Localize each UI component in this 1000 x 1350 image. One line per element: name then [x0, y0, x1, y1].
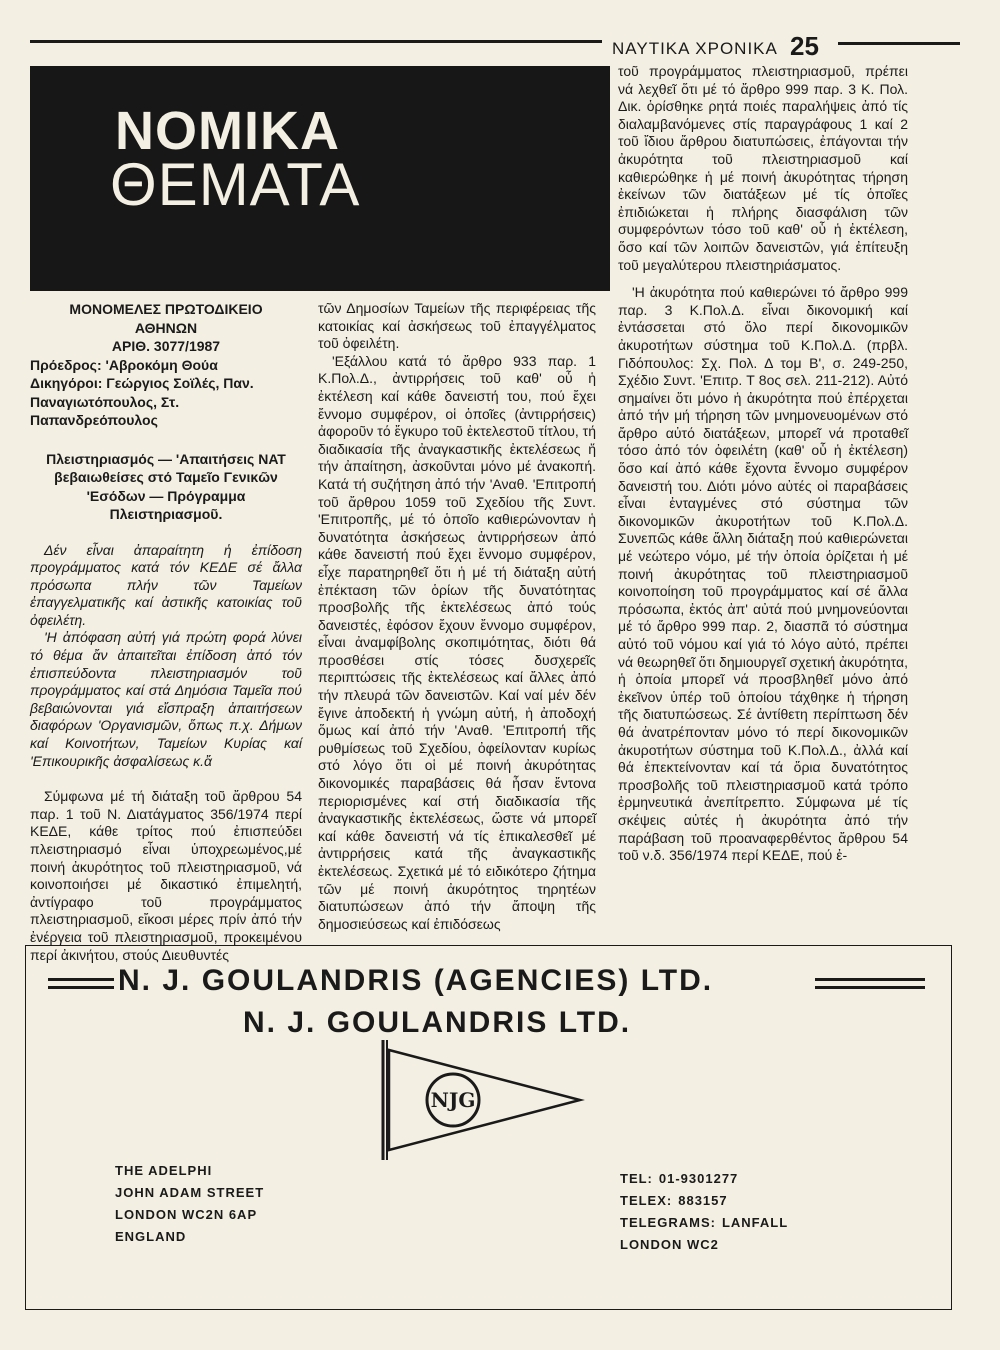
court-president: Πρόεδρος: 'Αβροκόμη Θούα — [30, 356, 218, 373]
article-column-2 — [318, 300, 596, 933]
case-abstract-note: 'Η ἀπόφαση αὐτή γιά πρώτη φορά λύνει τό θέμα ἄν ἀπαιτεῖται ἐπίδοση ἀπό τόν ἐπισπεύδοντα πλειστηριασμόν τοῦ προγράμματος καί στά Δημόσια Ταμεῖα πού βεβαιώνονται γιά εἴσπραξη ἀπαιτήσεων διαφόρων 'Οργανισμῶν, ὅπως π.χ. Δήμων καί Κοινοτήτων, Ταμείων Κυρίας καί 'Επικουρικῆς ἀσφαλίσεως κ.ἄ — [30, 629, 302, 769]
ad-company-name-2: N. J. GOULANDRIS LTD. — [243, 1006, 632, 1039]
article-column-3 — [618, 63, 908, 865]
header-rule-right — [838, 42, 960, 45]
pennant-logo — [375, 1040, 595, 1165]
telex-line: TELEX: 883157 — [620, 1193, 728, 1208]
case-keywords: Πλειστηριασμός — 'Απαιτήσεις ΝΑΤ βεβαιωθείσες στό Ταμεῖο Γενικῶν 'Εσόδων — Πρόγραμμα Πλειστηριασμοῦ. — [46, 450, 286, 522]
ad-address — [115, 1160, 264, 1248]
section-subtitle: ΘΕΜΑΤΑ — [110, 151, 361, 218]
article-paragraph: τοῦ προγράμματος πλειστηριασμοῦ, πρέπει νά λεχθεῖ ὅτι μέ τό ἄρθρο 999 παρ. 3 Κ. Πολ. Δικ. ὁρίσθηκε ρητά ποιές παραλήψεις ἀπό τίς διαλαμβανόμενες στίς παραγράφους 1 καί 2 τοῦ ἴδιου ἄρθρου διατυπώσεις, ἐπάγονται τήν ἀκυρότητα τοῦ πλειστηριασμοῦ καί καθιερώθηκε ἡ μέ ποινή ἀκυρότητας τήρηση ἐκείνων τῶν διατάξεων μέ τίς ὁποῖες ἐπιδιώκεται ἡ πλήρης διασφάλιση τῶν συμφερόντων τόσο τοῦ καθ' οὗ ἡ ἐκτέλεση, ὅσο καί τῶν λοιπῶν δανειστῶν, γιά ἐπίτευξη τοῦ μεγαλύτερου πλειστηριάσματος. — [618, 63, 908, 273]
ad-decoration-line — [815, 986, 925, 989]
address-line: ENGLAND — [115, 1229, 187, 1244]
logo-monogram: NJG — [430, 1088, 476, 1112]
article-column-1 — [30, 300, 302, 964]
court-city: ΑΘΗΝΩΝ — [134, 319, 198, 336]
magazine-name: ΝΑΥΤΙΚΑ ΧΡΟΝΙΚΑ — [612, 39, 778, 58]
header-rule-left — [30, 40, 602, 43]
article-paragraph: 'Η ἀκυρότητα πού καθιερώνει τό ἄρθρο 999 παρ. 3 Κ.Πολ.Δ. εἶναι δικονομική καί ἐντάσσεται στό ὅλο περί δικονομικῶν ἀκυροτήτων σύστημα τοῦ Κ.Πολ.Δ. (πρβλ. Γιδόπουλος: Σχ. Πολ. Δ τομ Β', σ. 249-250, Σχέδιο Συντ. 'Επιτρ. Τ 8ος σελ. 211-212). Αὐτό σημαίνει ὅτι μόνο ἡ ἀκυρότητα πού ἐπέρχεται ἀπό τήν μή τήρηση τῶν μνημονευομένων στό ἄρθρο αὐτό διατάξεων, μπορεῖ νά προταθεῖ τόσο ἀπό τόν ὀφειλέτη (καθ' οὗ ἡ ἐκτέλεση) ὅσο καί ἀπό κάθε ἔχοντα ἔννομο συμφέρον δανειστή του. Διότι μόνο αὐτές οἱ παραβάσεις εἶναι ἐνταγμένες στό σύστημα τῶν δικονομικῶν ἀκυροτήτων τοῦ Κ.Πολ.Δ. Συνεπῶς κάθε ἄλλη διάταξη πού καθιερώνεται μέ νεώτερο νόμο, μέ τήν ὁποία ὁρίζεται ἡ μέ ποινή ἀκυρότητας τοῦ πλειστηριασμοῦ κοινοποίηση τοῦ προγράμματος καί σέ ἄλλα πρόσωπα, ἐκτός ἀπ' αὐτά πού μνημονεύονται μέ τό ἄρθρο 999 παρ. 2, διασπᾶ τό σύστημα αὐτό τοῦ νόμου καί γιά τό λόγο αὐτό, πρέπει νά θεωρηθεῖ ὅτι δημιουργεῖ σχετική ἀκυρότητα, ἡ ὁποία μπορεῖ νά προσβληθεῖ μόνο ἀπό ἐκεῖνον ὑπέρ τοῦ ὁποίου τάχθηκε ἡ τήρηση τῆς διατυπώσεως. Σέ ἀντίθετη περίπτωση δέν θά ἀνατρέπονταν μόνο τό περί δικονομικῶν ἀκυροτήτων σύστημα τοῦ Κ.Πολ.Δ., ἀλλά καί θά ἐπεκτείνονταν καί τά ὅρια δυνατότητος προσβολῆς τοῦ πλειστηριασμοῦ κατά τρόπο ἑρμηνευτικά ἀνεπίτρεπτο. Σύμφωνα μέ τίς σκέψεις αὐτές ἡ ἀκυρότητα ἀπό τήν παράβαση τοῦ προαναφερθέντος ἄρθρου 54 τοῦ ν.δ. 356/1974 περί ΚΕΔΕ, πού ἐ- — [618, 284, 908, 864]
address-line: JOHN ADAM STREET — [115, 1185, 265, 1200]
ad-decoration-line — [48, 978, 114, 981]
article-paragraph: Σύμφωνα μέ τή διάταξη τοῦ ἄρθρου 54 παρ. 1 τοῦ Ν. Διατάγματος 356/1974 περί ΚΕΔΕ, κάθε τρίτος πού ἐπισπεύδει πλειστηριασμό εἶναι ὑποχρεωμένος,μέ ποινή ἀκυρότητος τοῦ πλειστηριασμοῦ, νά κοινοποιήσει μέ δικαστικό ἐπιμελητή, ἀντίγραφο τοῦ προγράμματος πλειστηριασμοῦ, εἴκοσι μέρες πρίν ἀπό τήν ἐνέργεια τοῦ πλειστηριασμοῦ, προκειμένου περί ἀκινήτου, στούς Διευθυντές — [30, 788, 302, 963]
address-line: LONDON WC2N 6AP — [115, 1207, 258, 1222]
page-number: 25 — [790, 31, 819, 61]
address-line: THE ADELPHI — [115, 1163, 213, 1178]
case-abstract: Δέν εἶναι ἀπαραίτητη ἡ ἐπίδοση προγράμματος κατά τόν ΚΕΔΕ σέ ἄλλα πρόσωπα πλήν τῶν Ταμείων ἐπαγγελματικῆς καί ἀστικῆς κατοικίας τοῦ ὀφειλέτη. — [30, 541, 302, 628]
decision-number: ΑΡΙΘ. 3077/1987 — [111, 338, 221, 354]
court-name: ΜΟΝΟΜΕΛΕΣ ΠΡΩΤΟΔΙΚΕΙΟ — [69, 301, 263, 317]
tel-line: TEL: 01-9301277 — [620, 1171, 739, 1186]
city-line: LONDON WC2 — [620, 1237, 719, 1252]
ad-decoration-line — [48, 986, 114, 989]
section-title: ΝΟΜΙΚΑ — [115, 101, 340, 161]
telegrams-line: TELEGRAMS: LANFALL — [620, 1215, 789, 1230]
ad-decoration-line — [815, 978, 925, 981]
ad-company-name: N. J. GOULANDRIS (AGENCIES) LTD. — [118, 964, 714, 997]
court-lawyers: Δικηγόροι: Γεώργιος Σοϊλές, Παν. Παναγιωτόπουλος, Στ. Παπανδρεόπουλος — [30, 375, 254, 428]
article-paragraph: 'Εξάλλου κατά τό ἄρθρο 933 παρ. 1 Κ.Πολ.Δ., ἀντιρρήσεις τοῦ καθ' οὗ ἡ ἐκτέλεση καί κάθε δανειστή του, πού ἔχει ἔννομο συμφέρον, οἱ ὁποῖες (ἀντιρρήσεις) ἀφοροῦν τό ἔγκυρο τοῦ ἐκτελεστοῦ τίτλου, τή διαδικασία τῆς ἀναγκαστικῆς ἐκτελέσεως ἤ τήν ἀπαίτηση, ἀσκοῦνται μόνο μέ ἀνακοπή. Κατά τή συζήτηση ἀπό τήν 'Αναθ. 'Επιτροπή τοῦ ἄρθρου 1059 τοῦ Σχεδίου τῆς Συντ. 'Επιτροπῆς, μέ τό ὁποῖο καθιερώνονταν ἡ δυνατότητα ἀσκήσεως ἀντιρρήσεων ἀπό κάθε δανειστή πού ἔχει ἔννομο συμφέρον, εἶχε παρατηρηθεῖ ὅτι ἡ μέ τή διάταξη αὐτή ἐπέκταση τῶν ὁρίων τῆς δυνατότητας προσβολῆς τῆς ἐκτελέσεως ἀπό τούς δανειστές, ἐφόσον ἔχουν ἔννομο συμφέρον, εἶναι ἀναμφίβολης σκοπιμότητας, διότι θά προσθέσει στίς τόσες δυσχερεῖς περιπτώσεις τῆς ἐκτελέσεως καί ἄλλες ἀπό τήν πλευρά τῶν δανειστῶν. Καί ναί μέν δέν ἔγινε ἀποδεκτή ἡ γνώμη αὐτή, ἡ ἀποδοχή ὅμως καί ἀπό τήν 'Αναθ. 'Επιτροπή τῆς ρυθμίσεως τοῦ Σχεδίου, ὀφείλονταν κυρίως στό λόγο ὅτι οἱ μέ ποινή ἀκυρότητας δικονομικές παραβάσεις θά ἦσαν ἔντονα περιορισμένες καί στή διαδικασία τῆς ἀναγκαστικῆς ἐκτελέσεως, ὥστε νά μπορεῖ καί κάθε δανειστή νά τίς ἐπικαλεσθεῖ μέ ἀντιρρήσεις κατά τῆς ἀναγκαστικῆς ἐκτελέσεως. Σχετικά μέ τό ειδικότερο ζήτημα τῶν μέ ποινή ἀκυρότητος τηρητέων διατυπώσεων ἀπό τήν ἄποψη τῆς δημοσιεύσεως καί ἐπιδόσεως — [318, 352, 596, 932]
article-paragraph: τῶν Δημοσίων Ταμείων τῆς περιφέρειας τῆς κατοικίας καί ἀσκήσεως τοῦ ἐπαγγέλματος τοῦ ὀφειλέτη. — [318, 300, 596, 352]
ad-contacts — [620, 1168, 788, 1256]
